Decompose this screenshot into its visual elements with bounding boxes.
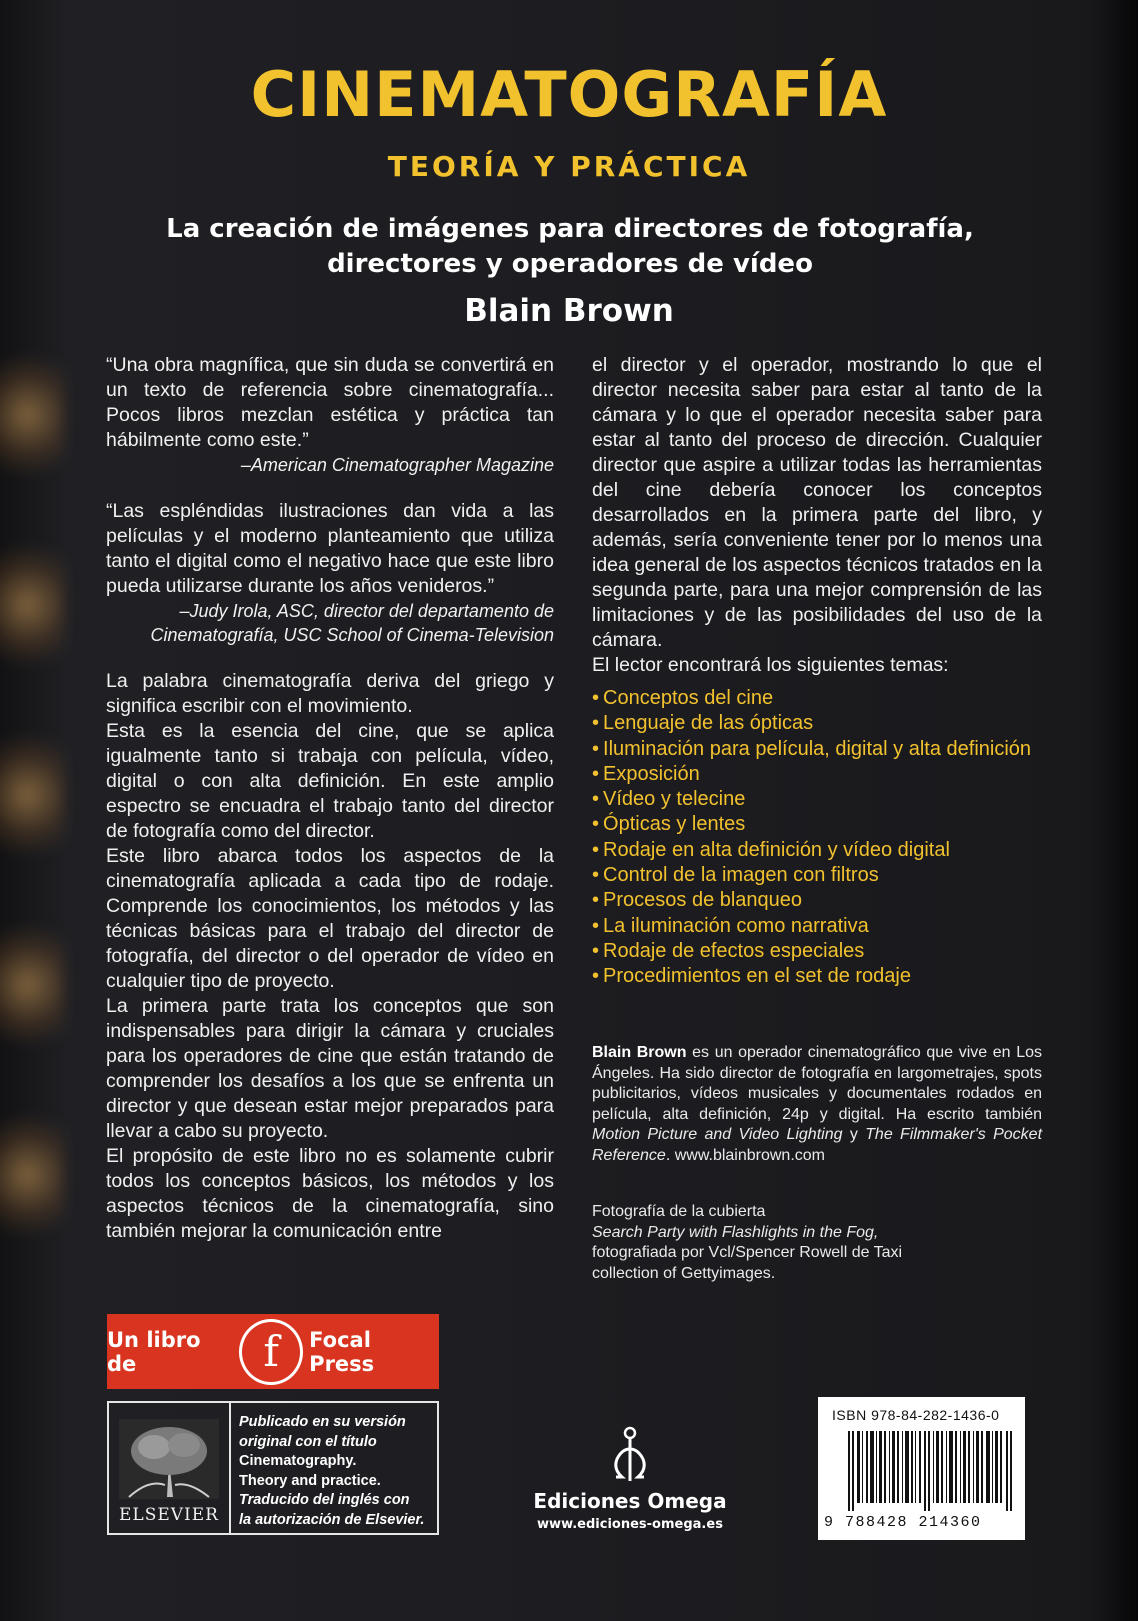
elsevier-box [107,1401,439,1535]
topics-list [592,686,1042,990]
elsevier-name: ELSEVIER [119,1505,219,1525]
focal-prefix: Un libro de [107,1327,201,1376]
elsevier-line-2: original con el título [239,1433,377,1450]
spine-shadow [1103,0,1138,1621]
quote-1-source: –American Cinematographer Magazine [240,455,554,475]
film-perforation-2 [0,545,65,665]
quote-2: “Las espléndidas ilustraciones dan vida a las películas y el moderno planteamiento que utiliza tanto el digital como el negativo hace que este libro pueda utilizarse durante los años venideros.” [106,500,554,597]
topic-item: • Lenguaje de las ópticas [592,711,1042,736]
bio-book-1: Motion Picture and Video Lighting [592,1126,843,1143]
book-title: CINEMATOGRAFÍA [250,58,888,131]
focal-press-badge [107,1314,439,1389]
quote-2-source-line-2: Cinematografía, USC School of Cinema-Television [150,625,554,645]
elsevier-tree-icon [119,1419,219,1499]
ean-number: 9 788428 214360 [824,1514,982,1531]
quote-1: “Una obra magnífica, que sin duda se convertirá en un texto de referencia sobre cinematografía... Pocos libros mezclan estética y práctica tan hábilmente como este.” [106,354,554,451]
tagline-line-1: La creación de imágenes para directores de fotografía, [166,214,974,244]
topic-item: • Rodaje en alta definición y vídeo digital [592,838,1042,863]
isbn-barcode [818,1397,1025,1540]
intro-paragraph-5: El propósito de este libro no es solamente cubrir todos los conceptos básicos, los métodos y los aspectos técnicos de la cinematografía, sino también mejorar la comunicación entre [106,1145,554,1242]
bio-book-2: The Filmmaker's Pocket Reference [592,1126,1043,1164]
elsevier-line-1: Publicado en su versión [239,1414,406,1430]
book-subtitle: TEORÍA Y PRÁCTICA [387,150,751,183]
focal-press-logo-icon [239,1319,303,1385]
author-bio [592,1043,1042,1166]
author-name: Blain Brown [464,293,674,329]
topic-item: • Iluminación para película, digital y alta definición [592,737,1042,762]
elsevier-line-3: Cinematography. [239,1453,357,1469]
credit-line-3: fotografiada por Vcl/Spencer Rowell de Taxi [592,1244,903,1261]
film-perforation-3 [0,735,65,855]
film-perforation-5 [0,1115,65,1235]
intro-paragraph-4: La primera parte trata los conceptos que son indispensables para dirigir la cámara y cruciales para los operadores de cine que están tratando de comprender los desafíos a los que se enfrenta un director y que desean estar mejor preparados para llevar a cabo su proyecto. [106,995,554,1142]
credit-line-1: Fotografía de la cubierta [592,1203,766,1220]
topic-item: • Procesos de blanqueo [592,888,1042,913]
topic-item: • Rodaje de efectos especiales [592,939,1042,964]
topic-item: • Conceptos del cine [592,686,1042,711]
tagline-line-2: directores y operadores de vídeo [327,249,813,279]
publisher-block [520,1425,740,1532]
film-perforation-1 [0,355,65,475]
bio-author-name: Blain Brown [592,1044,687,1061]
elsevier-note [231,1403,437,1533]
bio-text-1: es un operador cinematográfico que vive en Los Ángeles. Ha sido director de fotografía en largometrajes, spots publicitarios, vídeos musicales y documentales rodados en película, alta definición, 24p y digital. Ha escrito también [592,1044,1042,1123]
bio-text-3: . www.blainbrown.com [665,1146,825,1164]
elsevier-line-5: Traducido del inglés con [239,1492,410,1508]
cover-photo-credit [592,1202,1042,1284]
omega-logo-icon [607,1425,653,1485]
elsevier-line-6: la autorización de Elsevier. [239,1511,425,1528]
topics-intro: El lector encontrará los siguientes temas: [592,654,949,676]
intro-paragraph-2: Esta es la esencia del cine, que se aplica igualmente tanto si trabaja con película, vídeo, digital o con alta definición. En este amplio espectro se encuadra el trabajo tanto del director de fotografía como del director. [106,720,554,842]
topic-item: • Control de la imagen con filtros [592,863,1042,888]
publisher-url: www.ediciones-omega.es [537,1517,723,1532]
barcode-icon [848,1431,1012,1511]
topic-item: • La iluminación como narrativa [592,914,1042,939]
bio-text-2: y [842,1126,866,1143]
focal-logo-letter: f [263,1327,279,1376]
intro-paragraph-1: La palabra cinematografía deriva del griego y significa escribir con el movimiento. [106,670,554,717]
credit-line-4: collection of Gettyimages. [592,1264,776,1282]
book-tagline [100,212,1040,282]
topic-item: • Exposición [592,762,1042,787]
topic-item: • Ópticas y lentes [592,812,1042,837]
credit-line-2: Search Party with Flashlights in the Fog, [592,1223,879,1241]
elsevier-line-4: Theory and practice. [239,1472,381,1489]
quote-2-source-line-1: –Judy Irola, ASC, director del departamento de [179,601,554,621]
elsevier-logo [109,1403,231,1533]
left-text-column [106,353,554,1244]
isbn-number: ISBN 978-84-282-1436-0 [832,1407,1000,1423]
topic-item: • Procedimientos en el set de rodaje [592,964,1042,989]
intro-paragraph-3: Este libro abarca todos los aspectos de la cinematografía aplicada a cada tipo de rodaje. Comprende los conocimientos, los métodos y las técnicas básicas para el trabajo del director de fotografía, del director o del operador de vídeo en cualquier tipo de proyecto. [106,845,554,992]
film-perforation-4 [0,925,65,1045]
continuation-paragraph: el director y el operador, mostrando lo que el director necesita saber para estar al tanto de la cámara y lo que el operador necesita saber para estar al tanto del proceso de dirección. Cualquier director que aspire a utilizar todas las herramientas del cine debería conocer los conceptos desarrollados en la primera parte del libro, y además, sería conveniente tener por lo menos una idea general de los aspectos técnicos tratados en la segunda parte, para una mejor comprensión de las limitaciones y de las posibilidades del uso de la cámara. [592,354,1042,651]
focal-name: Focal Press [309,1327,375,1376]
topic-item: • Vídeo y telecine [592,787,1042,812]
publisher-name: Ediciones Omega [533,1489,727,1513]
right-text-column [592,353,1042,990]
